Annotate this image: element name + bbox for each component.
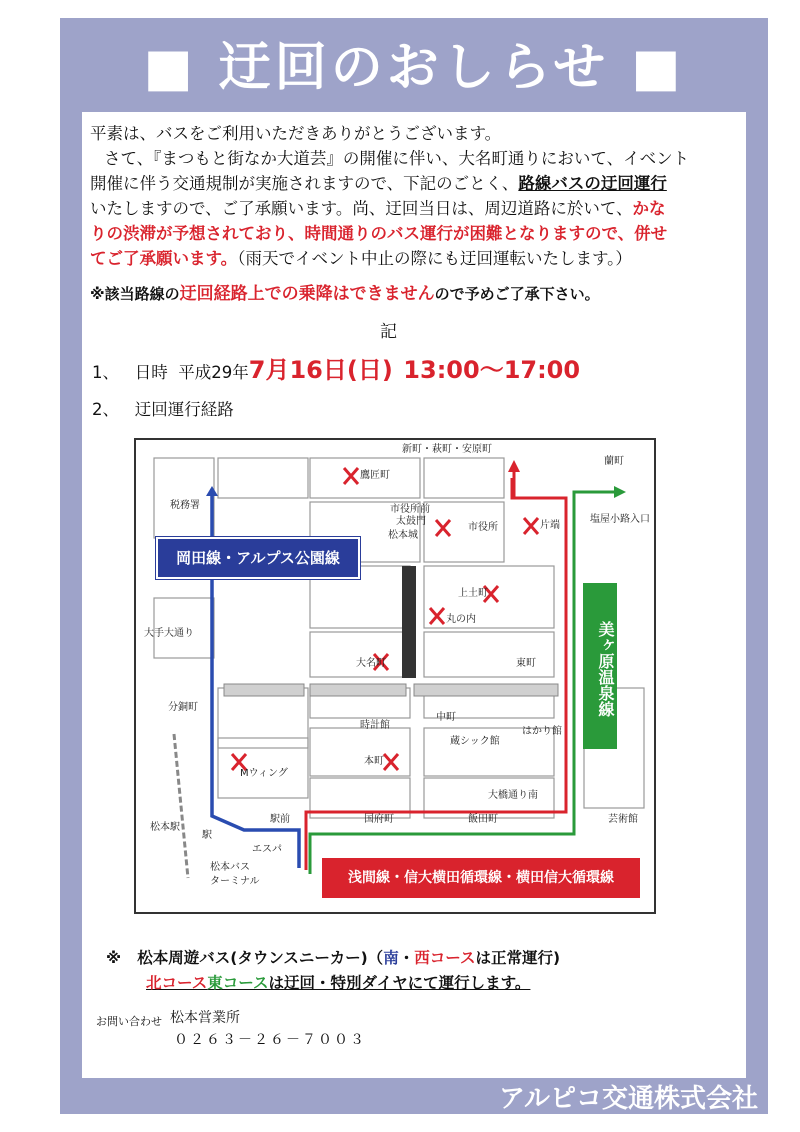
stop-iida: 飯田町 xyxy=(468,814,498,825)
landmark-matsumoto-station: 松本駅 xyxy=(150,822,180,833)
stop-nakamachi: 中町 xyxy=(436,712,456,723)
stop-katahata: 片端 xyxy=(540,520,560,531)
route-label-south: 浅間線・信大横田循環線・横田信大循環線 xyxy=(322,858,640,898)
stop-station: 駅 xyxy=(202,830,212,841)
stop-mwing: Mウィング xyxy=(240,768,288,779)
stop-terminal-2: ターミナル xyxy=(210,876,260,887)
stop-tokeikan: 時計館 xyxy=(360,720,390,731)
route-label-west: 岡田線・アルプス公園線 xyxy=(156,537,360,579)
stop-jonan: 塩屋小路入口 xyxy=(590,514,650,525)
stop-honmachi: 本町 xyxy=(364,756,384,767)
stop-hagimachi: 蘭町 xyxy=(604,456,624,467)
stop-geijutsukan: 芸術館 xyxy=(608,814,638,825)
route-label-east: 美ヶ原温泉線 xyxy=(583,583,617,749)
stop-terminal-1: 松本バス xyxy=(210,862,250,873)
stop-higashimachi: 東町 xyxy=(516,658,536,669)
footnote-line-1: ※ 松本周遊バス(タウンスニーカー)（南・西コースは正常運行) xyxy=(106,949,561,967)
item-datetime: 1、 日時 平成29年7月16日(日) 13:00～17:00 xyxy=(92,356,581,384)
intro-line-2: さて、『まつもと街なか大道芸』の開催に伴い、大名町通りにおいて、イベント xyxy=(104,149,690,168)
stop-taikomon: 太鼓門 xyxy=(396,516,426,527)
page-title: ■ 迂回のおしらせ ■ xyxy=(143,38,685,98)
stop-bunkyo: 分銅町 xyxy=(168,702,198,713)
intro-line-1: 平素は、バスをご利用いただきありがとうございます。 xyxy=(90,124,502,143)
stop-kokufu: 国府町 xyxy=(364,814,394,825)
stop-shiyakusho: 市役所前 xyxy=(390,504,430,515)
boarding-note: ※該当路線の迂回経路上での乗降はできませんので予めご了承下さい。 xyxy=(90,284,600,304)
stop-daimyo: 大名町 xyxy=(356,658,386,669)
stop-kamidoi: 上土町 xyxy=(458,588,488,599)
stop-ekimae: 駅前 xyxy=(270,814,290,825)
landmark-matsumotojo: 松本城 xyxy=(388,530,418,541)
intro-line-5: りの渋滞が予想されており、時間通りのバス運行が困難となりますので、併せ xyxy=(90,224,668,243)
ki-heading: 記 xyxy=(380,322,397,342)
intro-line-6: てご了承願います。（雨天でイベント中止の際にも迂回運転いたします。） xyxy=(90,249,632,268)
landmark-espa: エスパ xyxy=(252,844,282,855)
detour-map xyxy=(134,438,656,914)
stop-takajo: 鷹匠町 xyxy=(360,470,390,481)
stop-shinmachi: 新町・萩町・安原町 xyxy=(402,444,492,455)
landmark-shiyakusho: 市役所 xyxy=(468,522,498,533)
company-name: アルピコ交通株式会社 xyxy=(499,1084,758,1114)
stop-ohashi: 大橋通り南 xyxy=(488,790,538,801)
stop-ote: 大手大通り xyxy=(144,628,194,639)
intro-line-3: 開催に伴う交通規制が実施されますので、下記のごとく、路線バスの迂回運行 xyxy=(90,174,667,193)
stop-zeimusho: 税務署 xyxy=(170,500,200,511)
stop-kurashikku: 蔵シック館 xyxy=(450,736,500,747)
contact-label: お問い合わせ xyxy=(96,1015,162,1028)
footnote-line-2: 北コース東コースは迂回・特別ダイヤにて運行します。 xyxy=(146,974,531,992)
stop-marunouchi: 丸の内 xyxy=(446,614,476,625)
item-route: 2、 迂回運行経路 xyxy=(92,400,234,419)
stop-hakarikan: はかり館 xyxy=(522,726,562,737)
contact-phone: ０２６３－２６－７００３ xyxy=(174,1032,366,1048)
intro-line-4: いたしますので、ご了承願います。尚、迂回当日は、周辺道路に於いて、かな xyxy=(90,199,666,218)
contact-office: 松本営業所 xyxy=(170,1010,240,1026)
